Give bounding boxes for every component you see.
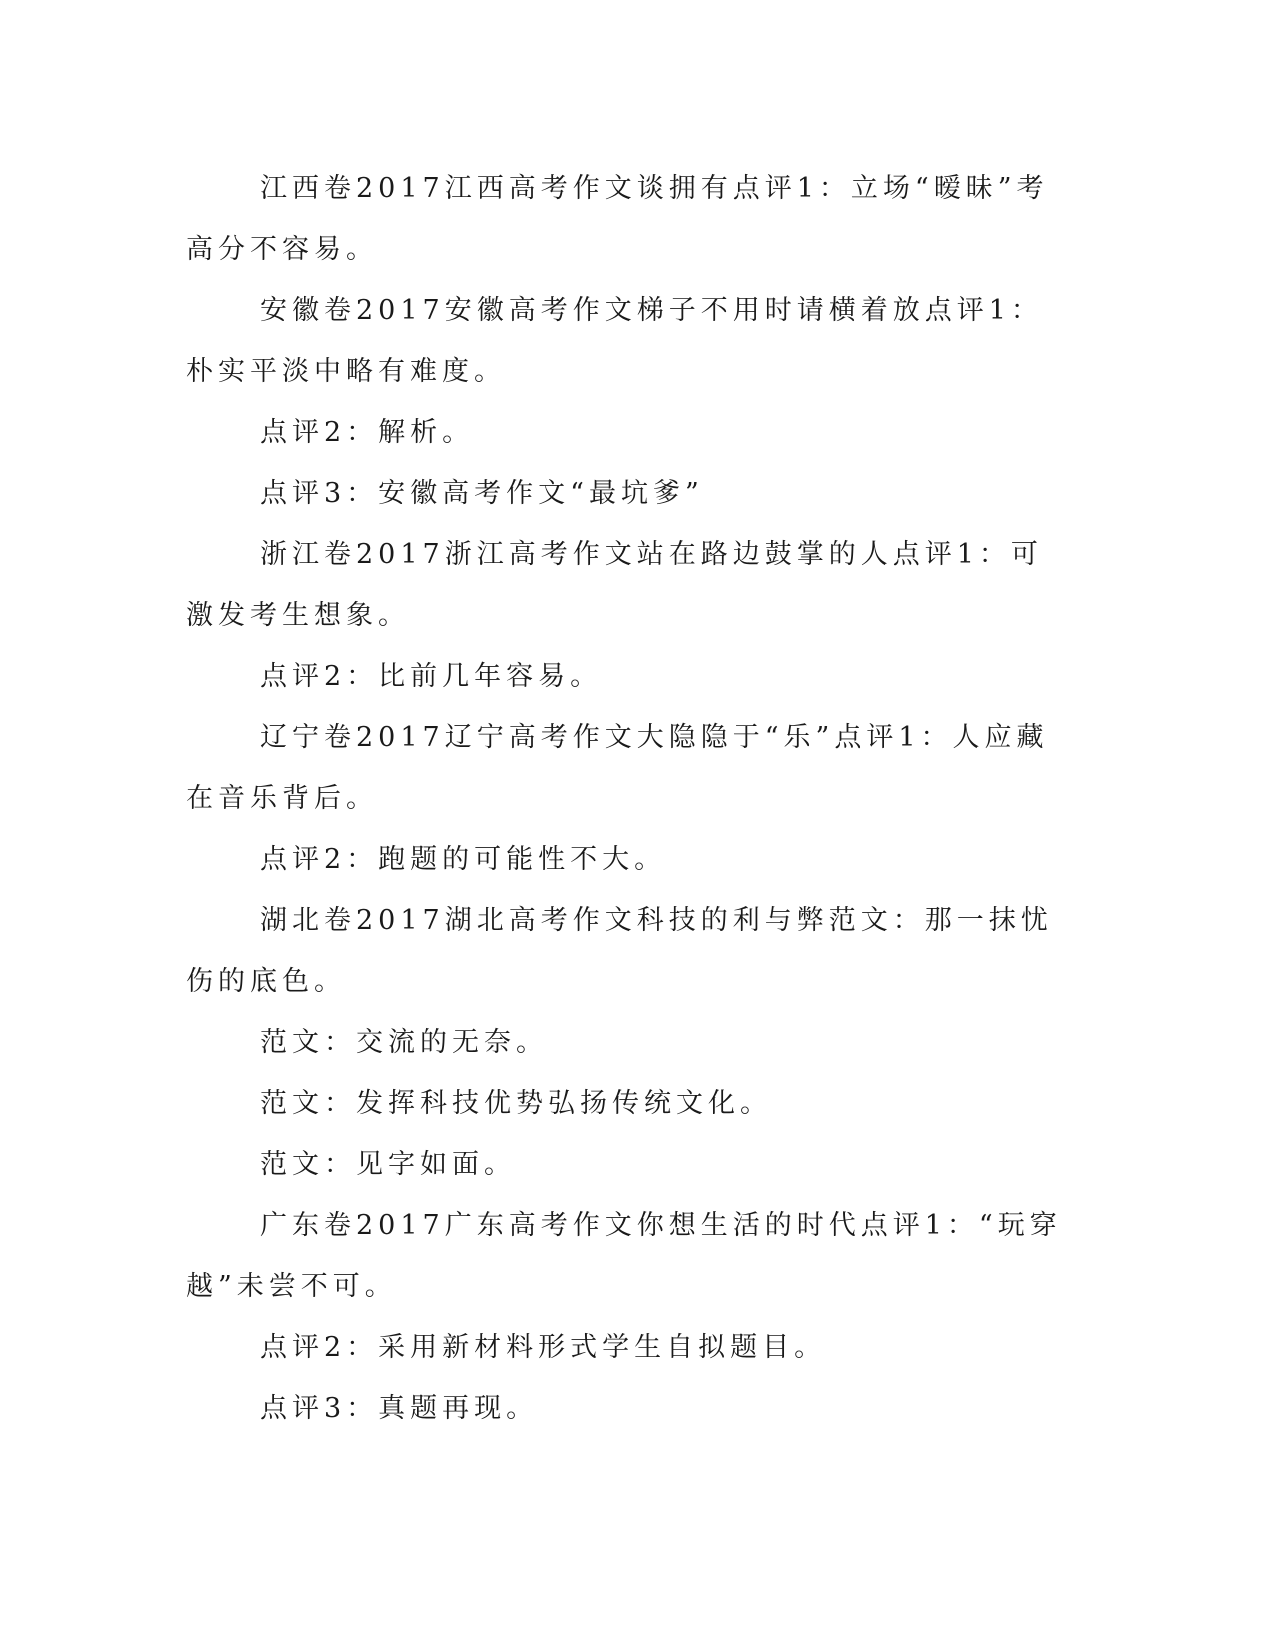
paragraph: 广东卷2017广东高考作文你想生活的时代点评1：“玩穿越”未尝不可。 [186, 1210, 1062, 1302]
paragraph: 点评2：采用新材料形式学生自拟题目。 [260, 1332, 827, 1363]
paragraph: 浙江卷2017浙江高考作文站在路边鼓掌的人点评1：可激发考生想象。 [186, 539, 1043, 631]
document-body [186, 158, 1066, 1439]
paragraph: 辽宁卷2017辽宁高考作文大隐隐于“乐”点评1：人应藏在音乐背后。 [186, 722, 1049, 814]
paragraph: 点评2：解析。 [260, 417, 475, 448]
paragraph: 范文：发挥科技优势弘扬传统文化。 [260, 1088, 772, 1119]
paragraph: 江西卷2017江西高考作文谈拥有点评1：立场“暧昧”考高分不容易。 [186, 173, 1049, 265]
paragraph: 湖北卷2017湖北高考作文科技的利与弊范文：那一抹忧伤的底色。 [186, 905, 1053, 997]
paragraph: 范文：见字如面。 [260, 1149, 516, 1180]
paragraph: 点评3：安徽高考作文“最坑爹” [260, 478, 704, 509]
paragraph: 点评3：真题再现。 [260, 1393, 539, 1424]
paragraph: 点评2：比前几年容易。 [260, 661, 603, 692]
paragraph: 安徽卷2017安徽高考作文梯子不用时请横着放点评1：朴实平淡中略有难度。 [186, 295, 1043, 387]
paragraph: 范文：交流的无奈。 [260, 1027, 548, 1058]
paragraph: 点评2：跑题的可能性不大。 [260, 844, 667, 875]
